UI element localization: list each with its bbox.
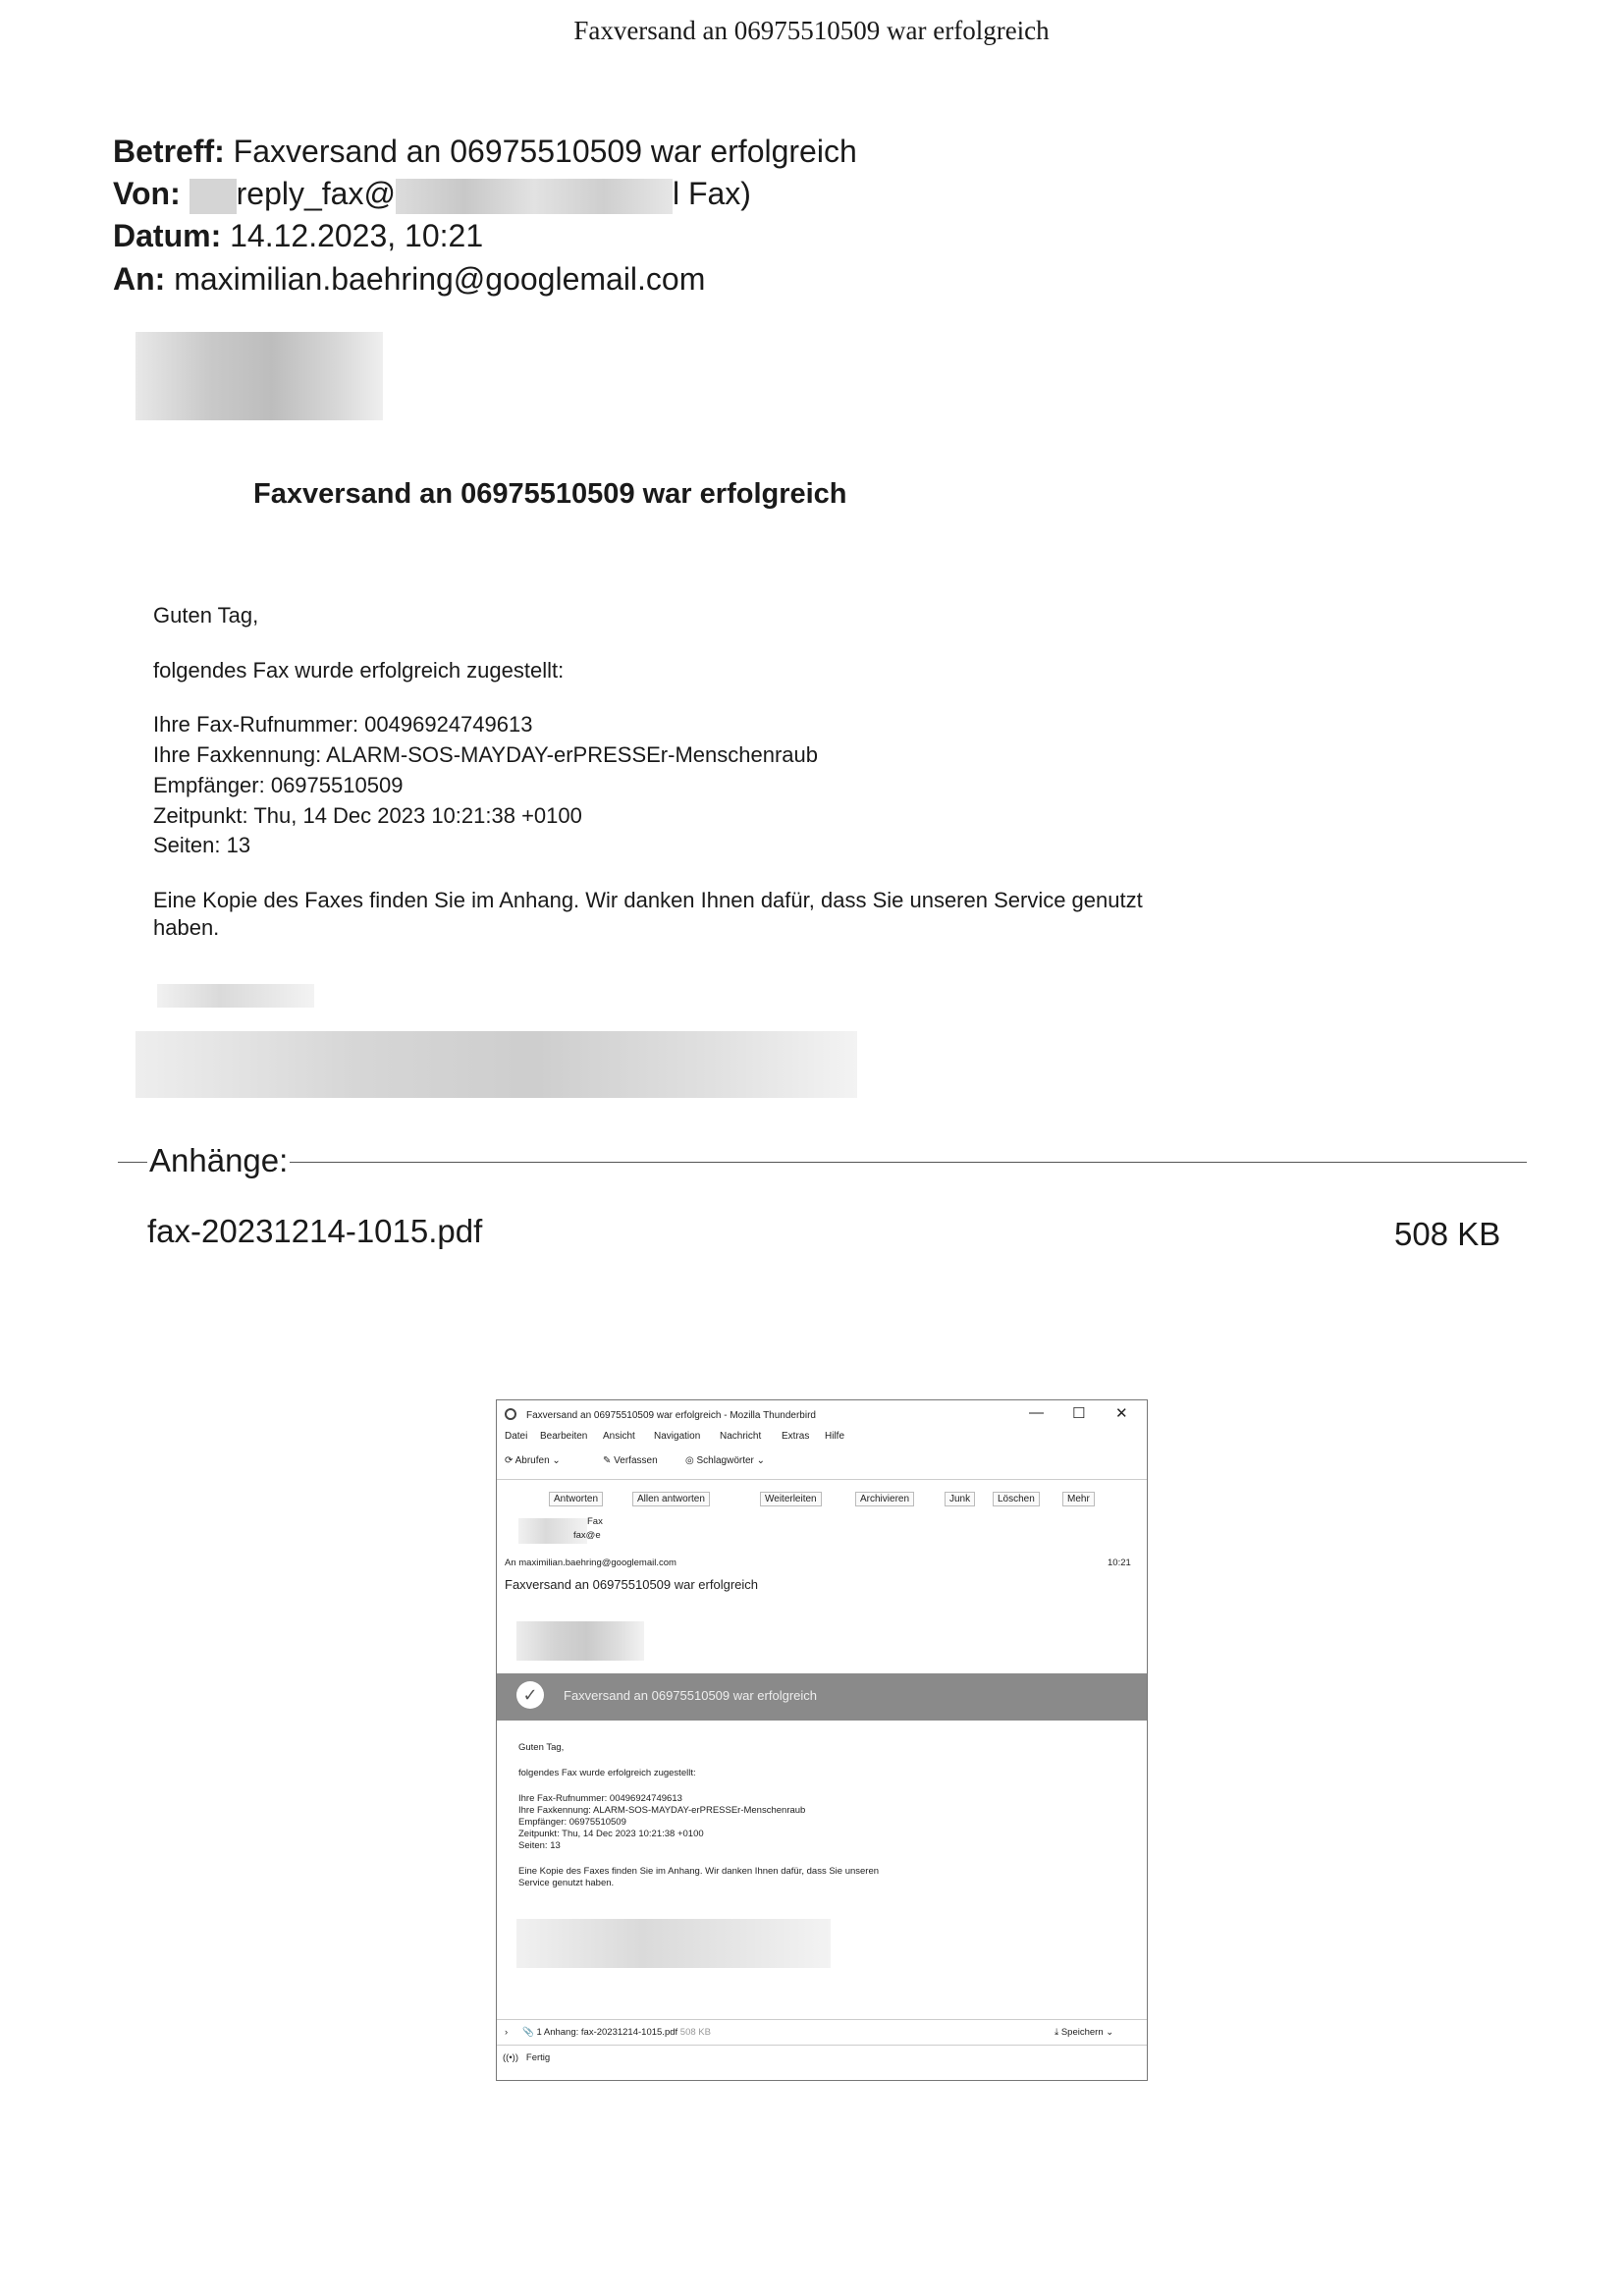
checkmark-icon: ✓ bbox=[516, 1681, 544, 1709]
reply-all-button[interactable]: Allen antworten bbox=[632, 1492, 710, 1506]
an-label: An: bbox=[113, 261, 166, 297]
header-von bbox=[113, 176, 751, 214]
menu-navigation[interactable]: Navigation bbox=[654, 1431, 701, 1442]
datum-label: Datum: bbox=[113, 218, 222, 253]
header-datum bbox=[113, 218, 483, 254]
tags-button[interactable]: ◎ Schlagwörter ⌄ bbox=[685, 1455, 766, 1466]
banner-title: Faxversand an 06975510509 war erfolgreich bbox=[564, 1688, 818, 1703]
menu-datei[interactable]: Datei bbox=[505, 1431, 528, 1442]
redaction-block bbox=[396, 179, 673, 214]
shot-line: Empfänger: 06975510509 bbox=[518, 1817, 626, 1828]
status-bar: ((•)) Fertig bbox=[503, 2052, 551, 2063]
an-value: maximilian.baehring@googlemail.com bbox=[174, 261, 706, 297]
menu-extras[interactable]: Extras bbox=[782, 1431, 810, 1442]
from-address: fax@e bbox=[573, 1530, 601, 1541]
reply-button[interactable]: Antworten bbox=[549, 1492, 603, 1506]
menu-nachricht[interactable]: Nachricht bbox=[720, 1431, 762, 1442]
divider bbox=[497, 2019, 1147, 2020]
close-icon[interactable]: ✕ bbox=[1115, 1405, 1128, 1422]
archive-button[interactable]: Archivieren bbox=[855, 1492, 914, 1506]
fax-id: Ihre Faxkennung: ALARM-SOS-MAYDAY-erPRESSEr-Menschenraub bbox=[153, 742, 818, 767]
intro-text: folgendes Fax wurde erfolgreich zugestellt: bbox=[153, 658, 565, 683]
mail-heading: Faxversand an 06975510509 war erfolgreich bbox=[253, 478, 847, 510]
redacted-logo bbox=[135, 332, 383, 420]
compose-button[interactable]: ✎ Verfassen bbox=[603, 1455, 658, 1466]
mail-time: 10:21 bbox=[1108, 1558, 1131, 1568]
junk-button[interactable]: Junk bbox=[945, 1492, 975, 1506]
redacted-signature bbox=[516, 1919, 831, 1968]
shot-line: Seiten: 13 bbox=[518, 1840, 561, 1851]
delete-button[interactable]: Löschen bbox=[993, 1492, 1040, 1506]
attachments-label: Anhänge: bbox=[149, 1142, 289, 1178]
shot-line: Zeitpunkt: Thu, 14 Dec 2023 10:21:38 +0100 bbox=[518, 1829, 704, 1839]
timestamp: Zeitpunkt: Thu, 14 Dec 2023 10:21:38 +0100 bbox=[153, 803, 582, 828]
to-line: An maximilian.baehring@googlemail.com bbox=[505, 1558, 676, 1568]
recipient: Empfänger: 06975510509 bbox=[153, 773, 404, 797]
fetch-button[interactable]: ⟳ Abrufen ⌄ bbox=[505, 1455, 561, 1466]
shot-intro: folgendes Fax wurde erfolgreich zugestellt: bbox=[518, 1768, 696, 1778]
save-button[interactable]: ⤓ Speichern ⌄ bbox=[1055, 2027, 1114, 2038]
thunderbird-logo-icon bbox=[505, 1408, 516, 1420]
embedded-thunderbird-screenshot bbox=[496, 1399, 1148, 2081]
pages: Seiten: 13 bbox=[153, 833, 251, 857]
redacted-logo bbox=[516, 1621, 644, 1661]
betreff-value: Faxversand an 06975510509 war erfolgreich bbox=[233, 134, 857, 169]
copy-note-line1: Eine Kopie des Faxes finden Sie im Anhang. Wir danken Ihnen dafür, dass Sie unseren Service genutzt bbox=[153, 888, 1143, 912]
menu-ansicht[interactable]: Ansicht bbox=[603, 1431, 635, 1442]
header-an bbox=[113, 261, 705, 298]
shot-copy-note-line1: Eine Kopie des Faxes finden Sie im Anhang. Wir danken Ihnen dafür, dass Sie unseren bbox=[518, 1866, 880, 1877]
divider bbox=[118, 1162, 147, 1163]
copy-note-line2: haben. bbox=[153, 915, 220, 940]
attachment-file-name[interactable]: fax-20231214-1015.pdf bbox=[147, 1213, 483, 1249]
header-betreff bbox=[113, 134, 857, 170]
divider bbox=[285, 1162, 1527, 1163]
von-value-a: reply_fax@ bbox=[236, 176, 396, 211]
redacted-footer bbox=[135, 1031, 857, 1098]
von-value-b: l Fax) bbox=[672, 176, 751, 211]
von-label: Von: bbox=[113, 176, 181, 211]
redaction-block bbox=[189, 179, 237, 214]
page-title: Faxversand an 06975510509 war erfolgreich bbox=[573, 16, 1050, 45]
menu-bearbeiten[interactable]: Bearbeiten bbox=[540, 1431, 588, 1442]
datum-value: 14.12.2023, 10:21 bbox=[230, 218, 484, 253]
attachment-file-size: 508 KB bbox=[1394, 1216, 1501, 1252]
from-name: Fax bbox=[587, 1516, 603, 1527]
success-banner bbox=[497, 1673, 1147, 1721]
betreff-label: Betreff: bbox=[113, 134, 225, 169]
menu-hilfe[interactable]: Hilfe bbox=[825, 1431, 845, 1442]
attachment-line[interactable]: 📎 1 Anhang: fax-20231214-1015.pdf 508 KB bbox=[522, 2027, 711, 2038]
shot-copy-note-line2: Service genutzt haben. bbox=[518, 1878, 615, 1888]
shot-greeting: Guten Tag, bbox=[518, 1742, 565, 1753]
more-button[interactable]: Mehr bbox=[1062, 1492, 1095, 1506]
minimize-icon[interactable]: — bbox=[1029, 1404, 1044, 1421]
shot-line: Ihre Faxkennung: ALARM-SOS-MAYDAY-erPRESSEr-Menschenraub bbox=[518, 1805, 806, 1816]
greeting: Guten Tag, bbox=[153, 603, 259, 628]
divider bbox=[497, 2045, 1147, 2046]
window-title: Faxversand an 06975510509 war erfolgreich - Mozilla Thunderbird bbox=[526, 1410, 816, 1421]
forward-button[interactable]: Weiterleiten bbox=[760, 1492, 822, 1506]
mail-subject: Faxversand an 06975510509 war erfolgreich bbox=[505, 1577, 759, 1592]
expand-icon[interactable]: › bbox=[505, 2027, 509, 2038]
redacted-signature bbox=[157, 984, 314, 1008]
maximize-icon[interactable]: ☐ bbox=[1072, 1405, 1086, 1422]
fax-number: Ihre Fax-Rufnummer: 00496924749613 bbox=[153, 712, 533, 737]
divider bbox=[497, 1479, 1147, 1480]
shot-line: Ihre Fax-Rufnummer: 00496924749613 bbox=[518, 1793, 682, 1804]
